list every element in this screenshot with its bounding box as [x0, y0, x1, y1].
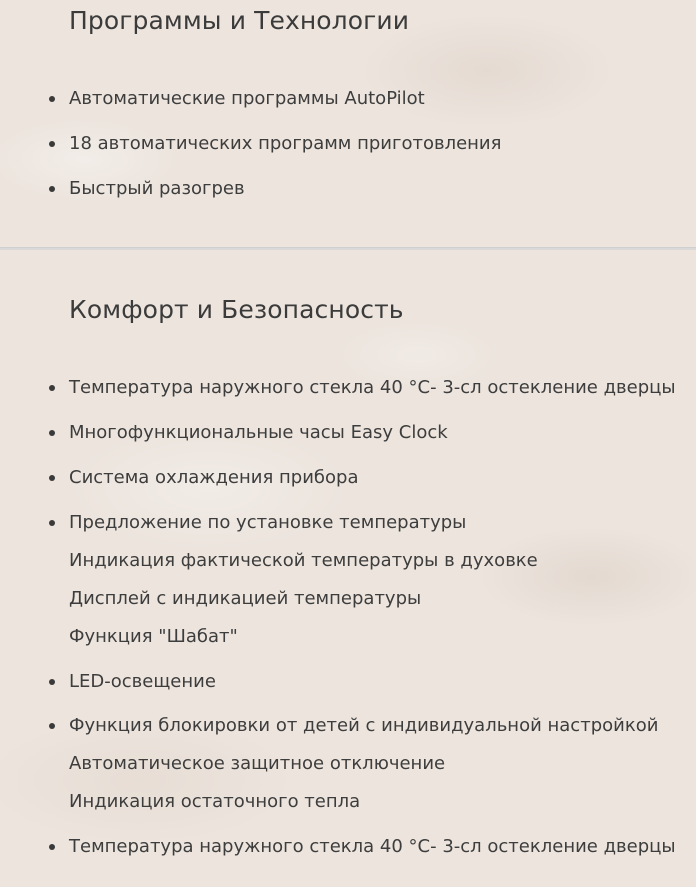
bullet-icon: [49, 723, 55, 729]
bullet-icon: [49, 141, 55, 147]
bullet-icon: [49, 186, 55, 192]
section-title: Программы и Технологии: [69, 6, 410, 35]
bullet-icon: [49, 679, 55, 685]
feature-text: Автоматические программы AutoPilot: [69, 88, 425, 109]
feature-text: Температура наружного стекла 40 °С- 3-сл остекление дверцы: [69, 377, 676, 398]
bullet-icon: [49, 96, 55, 102]
feature-text: Функция блокировки от детей с индивидуальной настройкой: [69, 715, 659, 736]
feature-text: Дисплей с индикацией температуры: [69, 588, 422, 609]
bullet-icon: [49, 430, 55, 436]
section-title: Комфорт и Безопасность: [69, 295, 404, 324]
feature-text: 18 автоматических программ приготовления: [69, 133, 502, 154]
feature-text: Быстрый разогрев: [69, 178, 245, 199]
bullet-icon: [49, 520, 55, 526]
feature-text: Многофункциональные часы Easy Clock: [69, 422, 448, 443]
feature-text: Индикация остаточного тепла: [69, 791, 361, 812]
feature-text: Индикация фактической температуры в духовке: [69, 550, 538, 571]
feature-text: Температура наружного стекла 40 °С- 3-сл остекление дверцы: [69, 836, 676, 857]
bullet-icon: [49, 385, 55, 391]
bullet-icon: [49, 844, 55, 850]
feature-text: Функция "Шабат": [69, 626, 238, 647]
bullet-icon: [49, 475, 55, 481]
feature-text: LED-освещение: [69, 671, 216, 692]
section-divider: [0, 247, 696, 250]
feature-text: Автоматическое защитное отключение: [69, 753, 446, 774]
feature-text: Предложение по установке температуры: [69, 512, 467, 533]
feature-text: Система охлаждения прибора: [69, 467, 359, 488]
